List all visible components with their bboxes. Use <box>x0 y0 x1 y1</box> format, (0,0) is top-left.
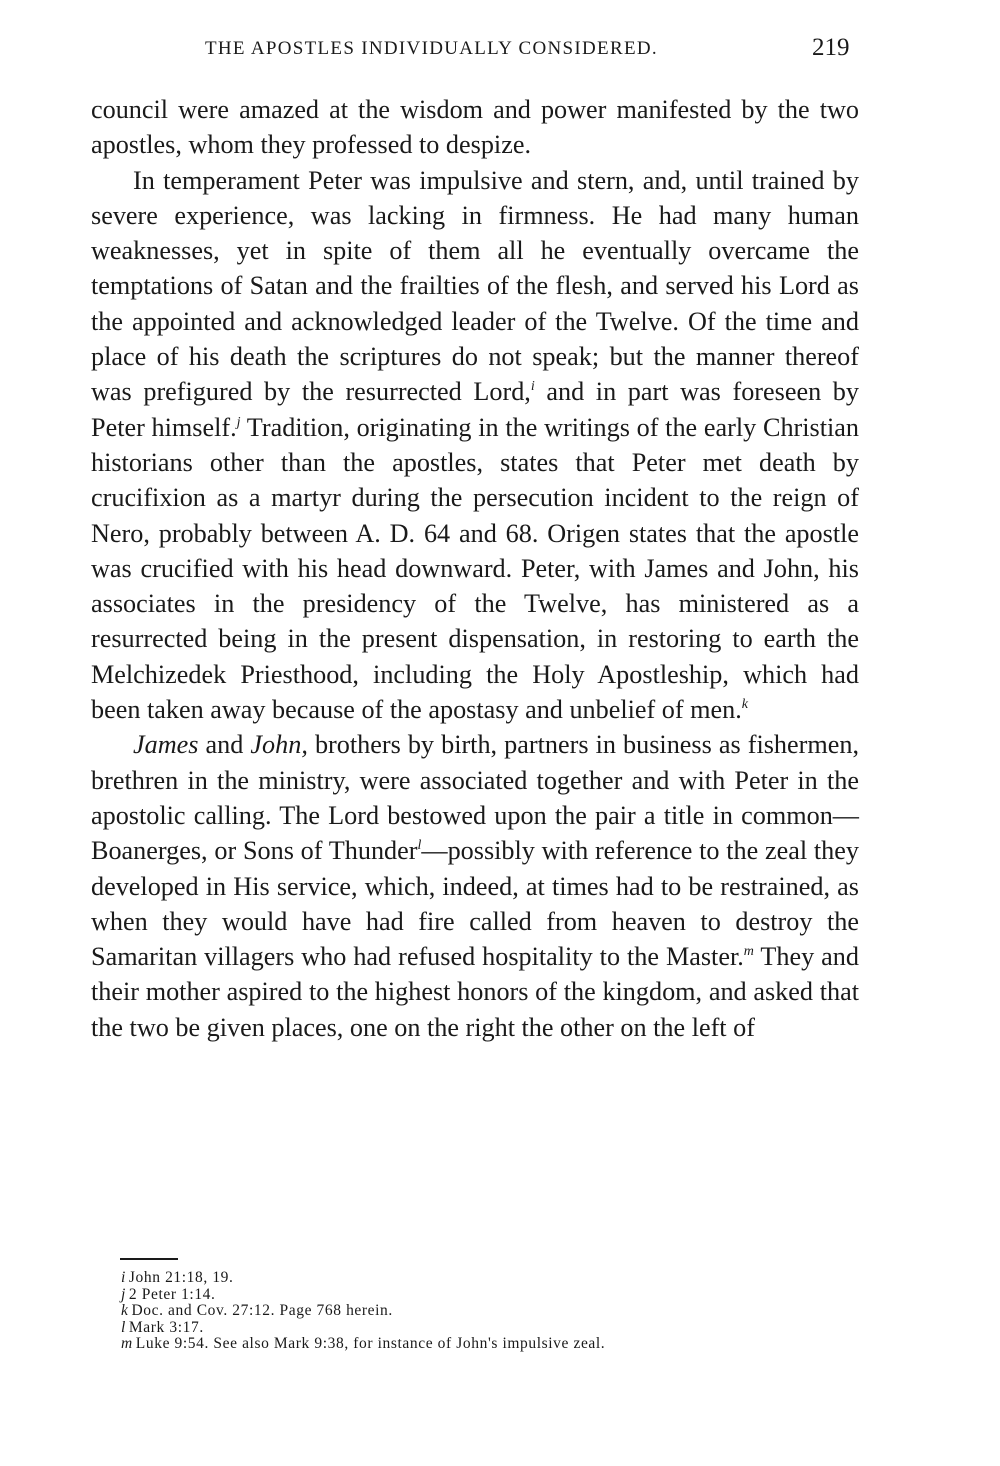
paragraph-2-text-c: Tradition, originating in the writings of the early Christian historians other than the apostles, states that Peter met death by crucifixion as a martyr during the persecution incident to the reign of Nero, probably between A. D. 64 and 68. Origen states that the apostle was crucified with his head downward. Peter, with James and John, his associates in the presidency of the Twelve, has ministered as a resurrected being in the present dispensation, in restoring to earth the Melchizedek Priesthood, including the Holy Apostleship, which had been taken away because of the apostasy and unbelief of men. <box>91 412 859 725</box>
footnote-l <box>121 1320 881 1337</box>
name-john: John, <box>250 730 308 760</box>
footnotes <box>121 1270 881 1353</box>
paragraph-3-text-b: —possibly with reference to the zeal they developed in His service, which, indeed, at times had to be restrained, as when they would have had fire called from heaven to destroy the Samaritan villagers who had refused hospitality to the Master. <box>91 836 859 972</box>
footnote-k <box>121 1303 881 1320</box>
paragraph-2-text-b: and in part was foreseen by Peter himself. <box>91 377 859 442</box>
footnote-text: Mark 3:17. <box>128 1318 204 1336</box>
page-number: 219 <box>812 34 850 61</box>
footnote-m <box>121 1336 881 1353</box>
paragraph-1: council were amazed at the wisdom and power manifested by the two apostles, whom they professed to despize. <box>91 95 859 160</box>
paragraph-3 <box>91 727 859 1045</box>
paragraph-3-and: and <box>198 730 251 760</box>
footnote-text: 2 Peter 1:14. <box>128 1285 216 1303</box>
footnote-i <box>121 1270 881 1287</box>
paragraph-2 <box>91 163 859 728</box>
paragraph-3-text-a: brothers by birth, partners in business as fishermen, brethren in the ministry, were associated together and with Peter in the apostolic calling. The Lord bestowed upon the pair a title in common—Boanerges, or Sons of Thunder <box>91 730 860 866</box>
footnote-divider <box>120 1258 178 1260</box>
paragraph-3-text-c: They and their mother aspired to the highest honors of the kingdom, and asked that the two be given places, one on the right the other on the left of <box>91 942 859 1042</box>
footnote-text: Doc. and Cov. 27:12. Page 768 herein. <box>131 1302 393 1320</box>
footnote-ref-k: k <box>741 697 749 713</box>
footnote-mark: j <box>121 1285 126 1303</box>
footnote-mark: k <box>121 1302 129 1320</box>
running-head: THE APOSTLES INDIVIDUALLY CONSIDERED. <box>205 38 658 59</box>
body-text <box>91 92 859 1045</box>
footnote-ref-i: i <box>530 379 535 395</box>
footnote-ref-m: m <box>743 944 754 960</box>
footnote-text: John 21:18, 19. <box>128 1269 234 1286</box>
name-james: James <box>133 730 199 760</box>
footnote-ref-j: j <box>236 414 241 430</box>
footnote-ref-l: l <box>417 838 422 854</box>
footnote-mark: i <box>121 1269 126 1286</box>
footnote-text: Luke 9:54. See also Mark 9:38, for instance of John's impulsive zeal. <box>135 1335 606 1353</box>
footnote-mark: l <box>121 1318 126 1336</box>
footnote-mark: m <box>121 1335 133 1353</box>
footnote-j <box>121 1287 881 1304</box>
paragraph-2-text-a: In temperament Peter was impulsive and stern, and, until trained by severe experience, was lacking in firmness. He had many human weaknesses, yet in spite of them all he eventually overcame the temptations of Satan and the frailties of the flesh, and served his Lord as the appointed and acknowledged leader of the Twelve. Of the time and place of his death the scriptures do not speak; but the manner thereof was prefigured by the resurrected Lord, <box>91 165 859 407</box>
